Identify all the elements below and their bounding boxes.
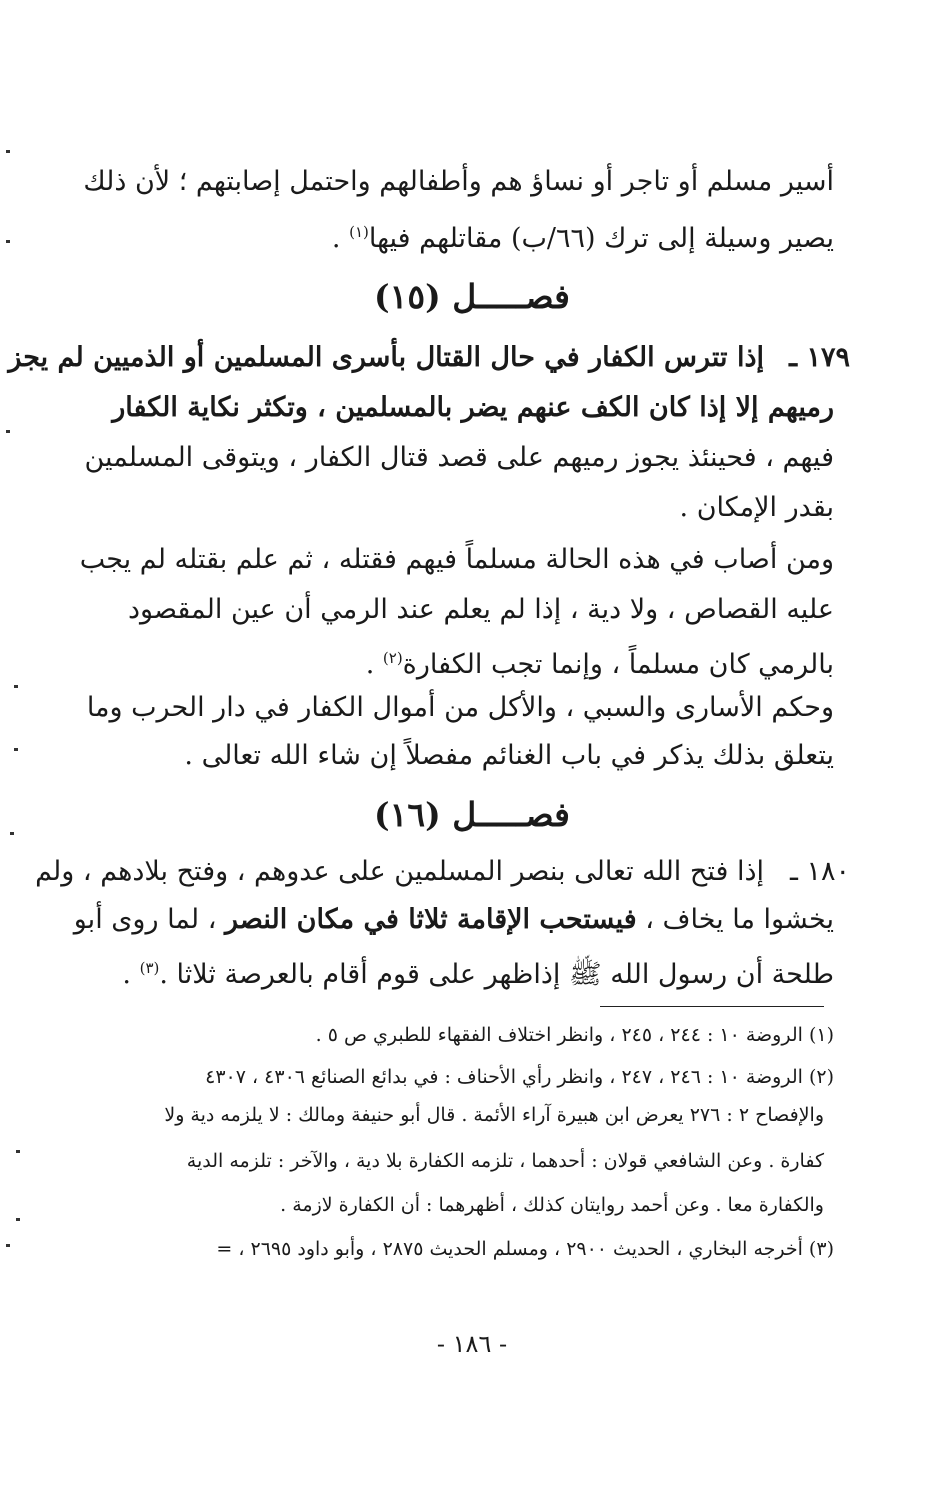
item-179-line-3: فيهم ، فحينئذ يجوز رميهم على قصد قتال الكفار ، ويتوقى المسلمين xyxy=(84,442,834,473)
scan-speck xyxy=(6,430,10,433)
page-number: - ١٨٦ - xyxy=(436,1330,508,1358)
item-180-line-3-end: . xyxy=(122,959,140,990)
section-15-heading: فصـــــل (١٥) xyxy=(374,277,570,316)
item-179-line-1: إذا تترس الكفار في حال القتال بأسرى المسلمين أو الذميين لم يجز xyxy=(8,342,764,373)
footnote-1: (١) الروضة ١٠ : ٢٤٤ ، ٢٤٥ ، وانظر اختلاف الفقهاء للطبري ص ٥ . xyxy=(315,1024,834,1046)
item-180-line-2-start: يخشوا ما يخاف ، xyxy=(636,904,834,935)
item-179-number: ١٧٩ ـ xyxy=(789,342,850,373)
intro-line-2 xyxy=(134,212,834,259)
section-16-heading: فصـــــل (١٦) xyxy=(374,795,570,834)
scan-speck xyxy=(6,150,10,153)
item-179-line-2-text: رميهم إلا إذا كان الكف عنهم يضر بالمسلمين ، وتكثر نكاية الكفار xyxy=(112,392,834,423)
footnote-2-line-2: والإفصاح ٢ : ٢٧٦ يعرض ابن هبيرة آراء الأئمة . قال أبو حنيفة ومالك : لا يلزمه دية ولا xyxy=(164,1104,824,1126)
para-2-line-3-text: بالرمي كان مسلماً ، وإنما تجب الكفارة xyxy=(402,649,834,680)
footnote-ref-2: (٢) xyxy=(382,649,403,667)
scan-speck xyxy=(16,1150,20,1153)
intro-line-1: أسير مسلم أو تاجر أو نساؤ هم وأطفالهم واحتمل إصابتهم ؛ لأن ذلك xyxy=(83,166,834,197)
para-3-line-2: يتعلق بذلك يذكر في باب الغنائم مفصلاً إن شاء الله تعالى . xyxy=(184,740,834,771)
scan-speck xyxy=(10,832,14,835)
item-180-line-2 xyxy=(73,900,834,940)
footnote-ref-3: (٣) xyxy=(139,959,160,977)
item-180-line-2-bold: فيستحب الإقامة ثلاثا في مكان النصر xyxy=(225,904,637,935)
para-2-line-3 xyxy=(134,638,834,685)
scan-speck xyxy=(6,240,10,243)
item-180-line-3 xyxy=(122,948,834,995)
item-180-line-3-text: طلحة أن رسول الله ﷺ إذاظهر على قوم أقام بالعرصة ثلاثا . xyxy=(159,959,834,990)
item-179-line-4: بقدر الإمكان . xyxy=(679,492,834,523)
footnote-separator xyxy=(600,1006,824,1007)
scan-speck xyxy=(14,748,18,751)
footnote-ref-1: (١) xyxy=(349,223,369,241)
para-2-line-3-end: . xyxy=(365,649,383,680)
item-180-number: ١٨٠ ـ xyxy=(789,856,850,887)
item-179-line-2 xyxy=(112,388,834,428)
intro-line-2-end: . xyxy=(331,223,350,254)
para-3-line-1: وحكم الأسارى والسبي ، والأكل من أموال الكفار في دار الحرب وما xyxy=(86,692,834,723)
footnote-2-line-4: والكفارة معا . وعن أحمد روايتان كذلك ، أظهرهما : أن الكفارة لازمة . xyxy=(280,1194,824,1216)
item-180-line-2-end: ، لما روى أبو xyxy=(73,904,226,935)
footnote-3: (٣) أخرجه البخاري ، الحديث ٢٩٠٠ ، ومسلم الحديث ٢٨٧٥ ، وأبو داود ٢٦٩٥ ، = xyxy=(216,1238,834,1260)
intro-line-2-text: يصير وسيلة إلى ترك (٦٦/ب) مقاتلهم فيها xyxy=(368,223,834,254)
item-180-line-1: إذا فتح الله تعالى بنصر المسلمين على عدوهم ، وفتح بلادهم ، ولم xyxy=(35,856,764,887)
footnote-2-line-3: كفارة . وعن الشافعي قولان : أحدهما ، تلزمه الكفارة بلا دية ، والآخر : تلزمه الدية xyxy=(186,1150,824,1172)
scan-speck xyxy=(16,1218,20,1221)
scan-speck xyxy=(14,685,18,688)
para-2-line-2: عليه القصاص ، ولا دية ، إذا لم يعلم عند الرمي أن عين المقصود xyxy=(127,594,834,625)
scan-speck xyxy=(6,1244,10,1247)
footnote-2-line-1: (٢) الروضة ١٠ : ٢٤٦ ، ٢٤٧ ، وانظر رأي الأحناف : في بدائع الصنائع ٤٣٠٦ ، ٤٣٠٧ xyxy=(205,1066,834,1088)
para-2-line-1: ومن أصاب في هذه الحالة مسلماً فيهم فقتله ، ثم علم بقتله لم يجب xyxy=(79,544,834,575)
